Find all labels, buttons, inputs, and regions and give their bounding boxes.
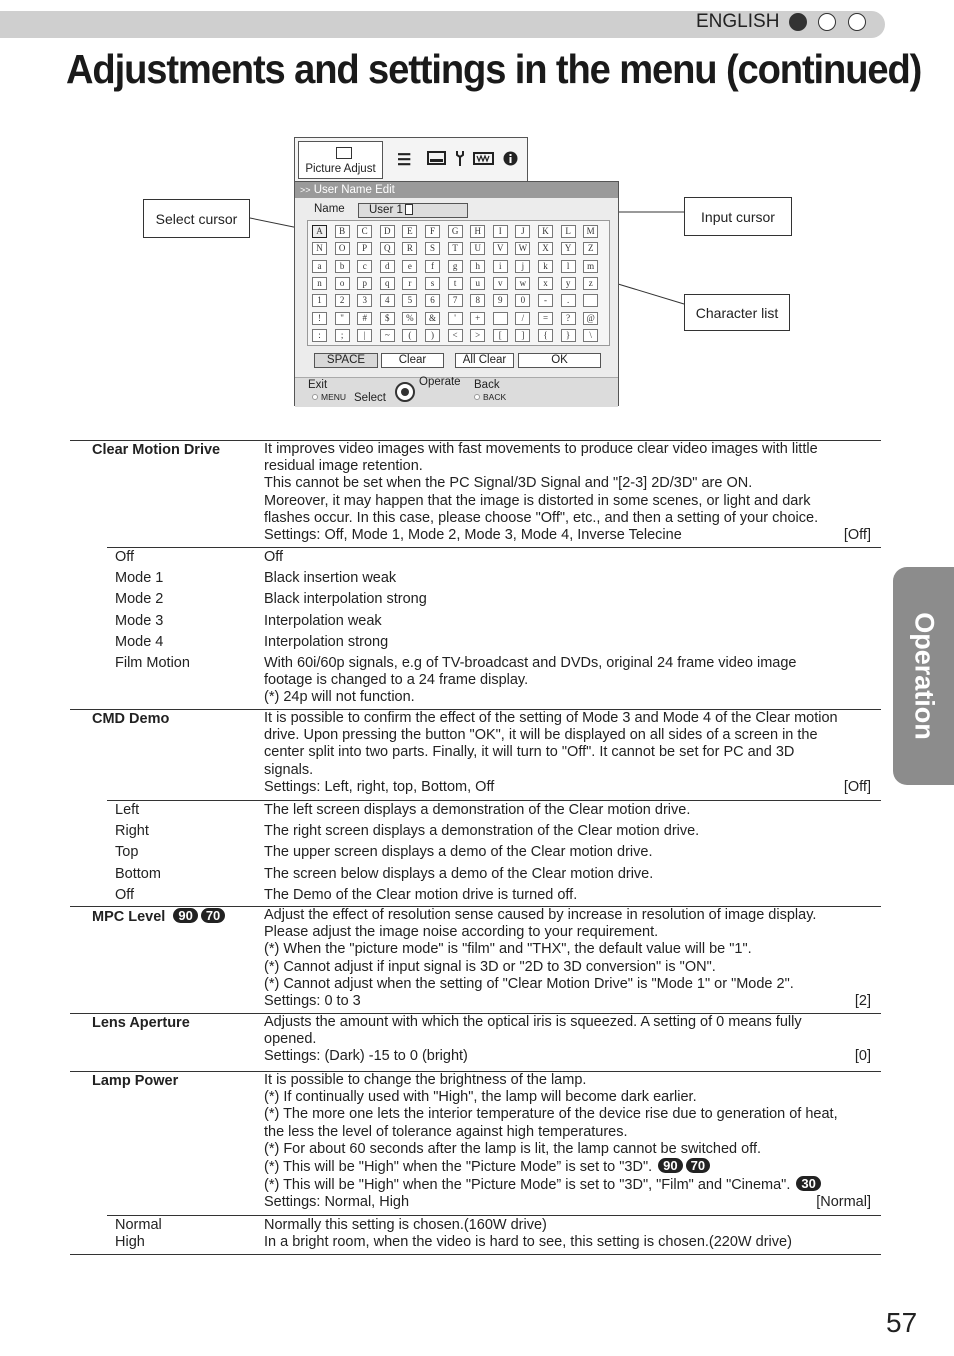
character-cell[interactable]: g <box>448 260 463 273</box>
option-name: Top <box>115 844 139 861</box>
character-cell[interactable]: J <box>515 225 530 238</box>
default-value: [Off] <box>843 778 871 795</box>
name-value: User 1 <box>369 204 403 216</box>
setting-description <box>264 1014 876 1066</box>
description-text: Settings: (Dark) -15 to 0 (bright) <box>264 1048 468 1065</box>
description-line <box>264 441 876 458</box>
tab-label: Picture Adjust <box>305 163 376 175</box>
description-line <box>264 1089 876 1106</box>
character-cell[interactable]: i <box>493 260 508 273</box>
page-title: Adjustments and settings in the menu (continued) <box>66 46 922 92</box>
character-cell[interactable]: + <box>470 312 485 325</box>
character-cell[interactable]: 6 <box>425 294 440 307</box>
option-description-line: The right screen displays a demonstration of the Clear motion drive. <box>264 823 700 840</box>
character-cell[interactable]: { <box>538 329 553 342</box>
description-text: Settings: 0 to 3 <box>264 993 361 1010</box>
character-cell[interactable]: h <box>470 260 485 273</box>
character-cell[interactable]: 3 <box>357 294 372 307</box>
wrench-icon[interactable] <box>455 150 465 167</box>
option-name: Mode 2 <box>115 591 164 608</box>
character-cell[interactable]: j <box>515 260 530 273</box>
space-button[interactable]: SPACE <box>314 353 378 368</box>
description-line <box>264 1176 876 1194</box>
character-cell[interactable]: 7 <box>448 294 463 307</box>
option-description-line: The left screen displays a demonstration of the Clear motion drive. <box>264 802 691 818</box>
character-cell[interactable]: 9 <box>493 294 508 307</box>
description-line <box>264 1194 876 1211</box>
character-cell[interactable]: ? <box>561 312 576 325</box>
description-text: This cannot be set when the PC Signal/3D Signal and "[2-3] 2D/3D" are ON. <box>264 475 753 492</box>
character-cell[interactable]: C <box>357 225 372 238</box>
character-cell[interactable]: = <box>538 312 553 325</box>
description-text: (*) This will be "High" when the "Picture Mode” is set to "3D", "Film" and "Cinema". <box>264 1177 791 1194</box>
exit-label: Exit <box>308 379 328 391</box>
description-text: (*) For about 60 seconds after the lamp is lit, the lamp cannot be switched off. <box>264 1140 762 1157</box>
character-cell[interactable]: 8 <box>470 294 485 307</box>
model-badge: 90 <box>658 1158 682 1173</box>
setting-description <box>264 907 876 1010</box>
character-cell[interactable] <box>493 312 508 325</box>
description-line <box>264 1014 876 1031</box>
description-text: (*) When the "picture mode" is "film" and "THX", the default value will be "1". <box>264 941 752 958</box>
character-cell[interactable]: < <box>448 329 463 342</box>
character-cell[interactable]: a <box>312 260 327 273</box>
character-cell[interactable]: t <box>448 277 463 290</box>
character-cell[interactable]: L <box>561 225 576 238</box>
option-description <box>264 887 876 904</box>
option-description-line: Normally this setting is chosen.(160W drive) <box>264 1217 547 1233</box>
user-name-edit-screen <box>294 181 619 406</box>
info-icon[interactable] <box>503 151 518 166</box>
description-line <box>264 1158 876 1176</box>
language-label: ENGLISH <box>696 11 780 32</box>
option-name: Film Motion <box>115 655 190 671</box>
chevron-right-icon: >> <box>300 185 311 195</box>
character-cell[interactable]: f <box>425 260 440 273</box>
character-cell[interactable]: ~ <box>380 329 395 342</box>
character-cell[interactable]: d <box>380 260 395 273</box>
character-cell[interactable]: ) <box>425 329 440 342</box>
character-cell[interactable]: K <box>538 225 553 238</box>
description-text: opened. <box>264 1031 317 1048</box>
default-value: [Off] <box>843 527 871 544</box>
character-cell[interactable]: V <box>493 242 508 255</box>
character-cell[interactable]: W <box>515 242 530 255</box>
input-cursor-callout: Input cursor <box>684 197 792 236</box>
all-clear-button[interactable]: All Clear <box>455 353 514 368</box>
option-description-line: In a bright room, when the video is hard to see, this setting is chosen.(220W drive) <box>264 1234 792 1251</box>
description-text: (*) Cannot adjust if input signal is 3D or "2D to 3D conversion" is "ON". <box>264 958 716 975</box>
model-badge: 90 <box>173 908 197 923</box>
character-cell[interactable]: R <box>402 242 417 255</box>
option-name: Mode 1 <box>115 570 164 587</box>
input-settings-icon[interactable]: ☰ <box>397 152 412 169</box>
description-text: (*) Cannot adjust when the setting of "Clear Motion Drive" is "Mode 1" or "Mode 2". <box>264 975 794 992</box>
character-cell[interactable]: w <box>515 277 530 290</box>
character-cell[interactable]: y <box>561 277 576 290</box>
option-description-line: The upper screen displays a demo of the Clear motion drive. <box>264 844 653 861</box>
character-cell[interactable]: Z <box>583 242 598 255</box>
option-description <box>264 591 876 608</box>
character-cell[interactable]: % <box>402 312 417 325</box>
option-divider <box>107 547 881 548</box>
description-text: (*) If continually used with "High", the lamp will become dark earlier. <box>264 1089 697 1106</box>
clear-button[interactable]: Clear <box>381 353 444 368</box>
setting-label <box>92 908 225 925</box>
character-cell[interactable]: H <box>470 225 485 238</box>
description-line <box>264 1031 876 1048</box>
option-description-line: Interpolation weak <box>264 612 382 629</box>
character-list <box>307 220 610 346</box>
option-description-line: With 60i/60p signals, e.g of TV-broadcast and DVDs, original 24 frame video image <box>264 655 797 671</box>
table-bottom-border <box>70 1254 881 1255</box>
description-line <box>264 762 876 779</box>
description-text: flashes occur. In this case, please choose "Off", etc., and then a setting of your choice. <box>264 509 819 526</box>
input-cursor <box>405 204 413 215</box>
description-text: Please adjust the image noise according to your requirement. <box>264 924 659 941</box>
character-cell[interactable]: N <box>312 242 327 255</box>
character-cell[interactable]: S <box>425 242 440 255</box>
character-cell[interactable]: & <box>425 312 440 325</box>
name-field[interactable] <box>358 203 468 218</box>
option-name: Off <box>115 549 135 565</box>
option-description <box>264 866 876 883</box>
setting-name: Lens Aperture <box>92 1015 190 1031</box>
function-icon[interactable] <box>473 152 494 165</box>
description-line <box>264 744 876 761</box>
description-line <box>264 1106 876 1123</box>
description-line <box>264 959 876 976</box>
description-line <box>264 924 876 941</box>
description-text: Adjusts the amount with which the optical iris is squeezed. A setting of 0 means fully <box>264 1014 802 1030</box>
character-cell[interactable]: 0 <box>515 294 530 307</box>
select-cursor-cell[interactable]: A <box>312 225 327 238</box>
character-cell[interactable]: G <box>448 225 463 238</box>
setting-label <box>92 1015 190 1031</box>
character-cell[interactable]: q <box>380 277 395 290</box>
description-text: signals. <box>264 761 314 778</box>
option-description <box>264 570 876 587</box>
option-name: Normal <box>115 1217 162 1233</box>
character-cell[interactable]: M <box>583 225 598 238</box>
model-badge: 30 <box>796 1176 820 1191</box>
setting-name: Lamp Power <box>92 1073 179 1089</box>
character-cell[interactable]: v <box>493 277 508 290</box>
character-cell[interactable]: Q <box>380 242 395 255</box>
breadcrumb-label: User Name Edit <box>313 184 395 196</box>
character-cell[interactable] <box>583 294 598 307</box>
operate-label: Operate <box>419 376 461 388</box>
picture-icon <box>336 147 352 159</box>
character-cell[interactable]: k <box>538 260 553 273</box>
character-cell[interactable]: $ <box>380 312 395 325</box>
select-label: Select <box>354 392 386 404</box>
character-cell[interactable]: : <box>312 329 327 342</box>
select-cursor-callout: Select cursor <box>143 199 250 238</box>
character-cell[interactable]: [ <box>493 329 508 342</box>
character-cell[interactable]: U <box>470 242 485 255</box>
name-label: Name <box>314 203 345 215</box>
setting-name: CMD Demo <box>92 711 170 727</box>
option-description <box>264 655 876 707</box>
option-description-line: footage is changed to a 24 frame display. <box>264 672 529 689</box>
character-cell[interactable]: c <box>357 260 372 273</box>
description-line <box>264 976 876 993</box>
back-label: Back <box>474 379 500 391</box>
option-description <box>264 802 876 819</box>
description-text: It is possible to confirm the effect of the setting of Mode 3 and Mode 4 of the Clear motion <box>264 710 838 726</box>
character-cell[interactable]: 5 <box>402 294 417 307</box>
option-divider <box>107 800 881 801</box>
setting-label <box>92 442 220 458</box>
option-description-line: Black interpolation strong <box>264 591 427 608</box>
character-cell[interactable]: T <box>448 242 463 255</box>
setting-name: MPC Level <box>92 909 166 925</box>
character-cell[interactable]: e <box>402 260 417 273</box>
description-line <box>264 907 876 924</box>
option-name: High <box>115 1234 145 1251</box>
description-line <box>264 1124 876 1141</box>
option-divider <box>107 1215 881 1216</box>
option-description-line: The Demo of the Clear motion drive is turned off. <box>264 886 578 903</box>
option-name: Mode 3 <box>115 612 164 629</box>
character-cell[interactable]: I <box>493 225 508 238</box>
model-badge: 70 <box>201 908 225 923</box>
character-cell[interactable]: o <box>335 277 350 290</box>
character-cell[interactable]: p <box>357 277 372 290</box>
character-cell[interactable]: " <box>335 312 350 325</box>
character-cell[interactable]: b <box>335 260 350 273</box>
character-cell[interactable]: E <box>402 225 417 238</box>
character-cell[interactable]: x <box>538 277 553 290</box>
default-value: [Normal] <box>816 1194 871 1211</box>
tab-picture-adjust[interactable] <box>298 141 383 179</box>
description-text: (*) This will be "High" when the "Picture Mode” is set to "3D". <box>264 1159 653 1176</box>
character-cell[interactable]: | <box>357 329 372 342</box>
option-description-line: Off <box>264 549 284 565</box>
character-cell[interactable]: } <box>561 329 576 342</box>
description-line <box>264 493 876 510</box>
default-value: [2] <box>854 993 871 1010</box>
character-cell[interactable]: s <box>425 277 440 290</box>
option-description <box>264 844 876 861</box>
character-cell[interactable]: Y <box>561 242 576 255</box>
description-line <box>264 458 876 475</box>
character-cell[interactable]: 2 <box>335 294 350 307</box>
option-description-line: Interpolation strong <box>264 633 389 650</box>
setting-description <box>264 710 876 796</box>
character-cell[interactable]: B <box>335 225 350 238</box>
default-value: [0] <box>854 1048 871 1065</box>
character-cell[interactable]: O <box>335 242 350 255</box>
back-key-icon <box>474 394 480 400</box>
description-line <box>264 527 876 544</box>
character-cell[interactable]: n <box>312 277 327 290</box>
option-name: Mode 4 <box>115 633 164 650</box>
character-cell[interactable]: D <box>380 225 395 238</box>
character-cell[interactable]: . <box>561 294 576 307</box>
character-cell[interactable]: - <box>538 294 553 307</box>
description-line <box>264 779 876 796</box>
menu-tab-bar <box>294 137 528 183</box>
option-name: Right <box>115 823 149 840</box>
character-cell[interactable]: \ <box>583 329 598 342</box>
character-cell[interactable]: 4 <box>380 294 395 307</box>
character-cell[interactable]: ; <box>335 329 350 342</box>
character-cell[interactable]: 1 <box>312 294 327 307</box>
description-text: center split into two parts. Finally, it will turn to "Off". It cannot be set for PC and 3D <box>264 744 795 761</box>
breadcrumb <box>295 182 618 198</box>
description-line <box>264 941 876 958</box>
description-line <box>264 727 876 744</box>
description-line <box>264 993 876 1010</box>
description-line <box>264 1141 876 1158</box>
joystick-icon <box>395 382 415 402</box>
setting-name: Clear Motion Drive <box>92 442 221 458</box>
character-cell[interactable]: ' <box>448 312 463 325</box>
back-key-label: BACK <box>483 392 507 402</box>
character-cell[interactable]: # <box>357 312 372 325</box>
setting-description <box>264 1072 876 1212</box>
character-cell[interactable]: ! <box>312 312 327 325</box>
character-cell[interactable]: F <box>425 225 440 238</box>
description-line <box>264 710 876 727</box>
description-text: It improves video images with fast movements to produce clear video images with little <box>264 441 818 457</box>
character-cell[interactable]: > <box>470 329 485 342</box>
option-description <box>264 1234 876 1251</box>
description-line <box>264 1048 876 1065</box>
description-text: Moreover, it may happen that the image is distorted in some scenes, or light and dark <box>264 492 811 509</box>
description-text: Settings: Normal, High <box>264 1194 410 1211</box>
setting-label <box>92 711 169 727</box>
page-number: 57 <box>886 1307 918 1338</box>
character-cell[interactable]: r <box>402 277 417 290</box>
option-description <box>264 823 876 840</box>
section-tab-label: Operation <box>909 612 939 740</box>
description-line <box>264 510 876 527</box>
setting-description <box>264 441 876 544</box>
character-list-callout: Character list <box>684 294 790 331</box>
character-cell[interactable]: ] <box>515 329 530 342</box>
model-badge: 70 <box>686 1158 710 1173</box>
description-line <box>264 475 876 492</box>
section-tab <box>893 567 954 785</box>
option-description-line: Black insertion weak <box>264 570 397 587</box>
menu-key-label: MENU <box>321 392 347 402</box>
option-name: Off <box>115 886 135 903</box>
character-cell[interactable]: z <box>583 277 598 290</box>
character-cell[interactable]: u <box>470 277 485 290</box>
option-description <box>264 613 876 630</box>
menu-footer <box>295 377 618 407</box>
description-text: (*) The more one lets the interior temperature of the device rise due to generation of heat, <box>264 1106 838 1123</box>
description-text: residual image retention. <box>264 458 423 475</box>
character-cell[interactable]: X <box>538 242 553 255</box>
description-line <box>264 1072 876 1089</box>
description-text: drive. Upon pressing the button "OK", it will be displayed on all sides of a screen in the <box>264 727 818 744</box>
description-text: Settings: Left, right, top, Bottom, Off <box>264 778 495 795</box>
option-description <box>264 634 876 651</box>
character-cell[interactable]: m <box>583 260 598 273</box>
option-name: Bottom <box>115 865 161 882</box>
character-cell[interactable]: l <box>561 260 576 273</box>
character-cell[interactable]: / <box>515 312 530 325</box>
description-text: It is possible to change the brightness of the lamp. <box>264 1072 587 1088</box>
character-cell[interactable]: P <box>357 242 372 255</box>
description-text: Adjust the effect of resolution sense caused by increase in resolution of image display. <box>264 907 817 923</box>
option-description <box>264 549 876 566</box>
option-name: Left <box>115 802 140 818</box>
setting-label <box>92 1073 178 1089</box>
menu-key-icon <box>312 394 318 400</box>
description-text: the less the level of tolerance against high temperatures. <box>264 1123 628 1140</box>
character-cell[interactable]: ( <box>402 329 417 342</box>
display-icon[interactable] <box>427 151 446 166</box>
option-description-line: The screen below displays a demo of the Clear motion drive. <box>264 865 654 882</box>
option-description <box>264 1217 876 1234</box>
description-text: Settings: Off, Mode 1, Mode 2, Mode 3, Mode 4, Inverse Telecine <box>264 527 682 544</box>
character-cell[interactable]: @ <box>583 312 598 325</box>
option-description-line: (*) 24p will not function. <box>264 689 415 706</box>
ok-button[interactable]: OK <box>518 353 601 368</box>
